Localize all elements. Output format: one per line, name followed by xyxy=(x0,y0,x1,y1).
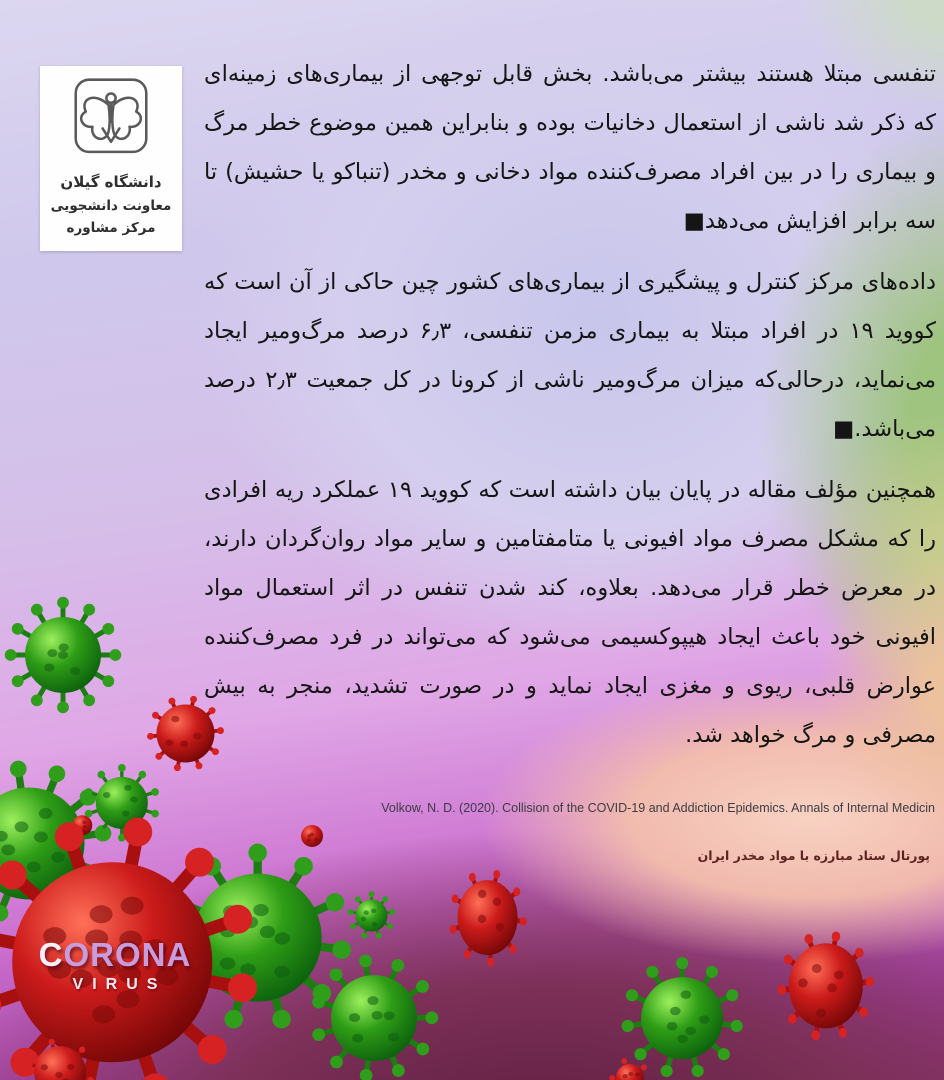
logo-deputy-name: معاونت دانشجویی xyxy=(50,197,172,214)
logo-university-name: دانشگاه گیلان xyxy=(60,173,162,191)
virus-red-particle-icon xyxy=(14,1026,106,1080)
corona-wordmark xyxy=(30,936,200,974)
corona-rest-letters: ORONA xyxy=(63,936,192,973)
source-portal-label: پورتال ستاد مبارزه با مواد مخدر ایران xyxy=(697,848,930,863)
article-paragraph-2: داده‌های مرکز کنترل و پیشگیری از بیماری‌های کشور چین حاکی از آن است که کووید ۱۹ در افراد مبتلا به بیماری مزمن تنفسی، ۶٫۳ درصد مرگ‌ومیر ایجاد می‌نماید، درحالی‌که میزان مرگ‌ومیر ناشی از کرونا در کل جمعیت ۲٫۳ درصد می‌باشد.■ xyxy=(204,269,936,442)
article-paragraph-1: تنفسی مبتلا هستند بیشتر می‌باشد. بخش قابل توجهی از بیماری‌های زمینه‌ای که ذکر شد ناشی از استعمال دخانیات بوده و بنابراین همین موضوع خطر مرگ و بیماری را در بین افراد مصرف‌کننده مواد دخانی و مخدر (تنباکو یا حشیش) تا سه برابر افزایش می‌دهد■ xyxy=(204,61,936,234)
virus-green-particle-icon xyxy=(290,934,458,1080)
article-body xyxy=(204,50,936,772)
virus-red-particle-icon xyxy=(605,1053,655,1080)
virus-red-particle-icon xyxy=(761,921,891,1051)
virus-wordmark: VIRUS xyxy=(72,976,167,993)
corona-first-letter: C xyxy=(38,936,64,973)
corona-virus-branding xyxy=(30,936,200,994)
reference-citation: Volkow, N. D. (2020). Collision of the COVID-19 and Addiction Epidemics. Annals of Internal Medicin xyxy=(381,801,935,815)
virus-green-particle-icon xyxy=(0,579,139,731)
logo-center-name: مرکز مشاوره xyxy=(66,220,156,237)
university-logo-card xyxy=(40,66,182,251)
article-paragraph-3: همچنین مؤلف مقاله در پایان بیان داشته است که کووید ۱۹ عملکرد ریه افرادی را که مشکل مصرف مواد افیونی یا متامفتامین و سایر مواد روان‌گردان دارند، در معرض خطر قرار می‌دهد. بعلاوه، کند شدن تنفس در اثر استعمال مواد افیونی خود باعث ایجاد هیپوکسیمی می‌شود که می‌تواند در فرد مصرف‌کننده عوارض قلبی، ریوی و مغزی ایجاد نماید و در صورت تشدید، منجر به بیش مصرفی و مرگ خواهد شد. xyxy=(204,477,936,748)
university-of-guilan-emblem-icon xyxy=(69,74,153,166)
